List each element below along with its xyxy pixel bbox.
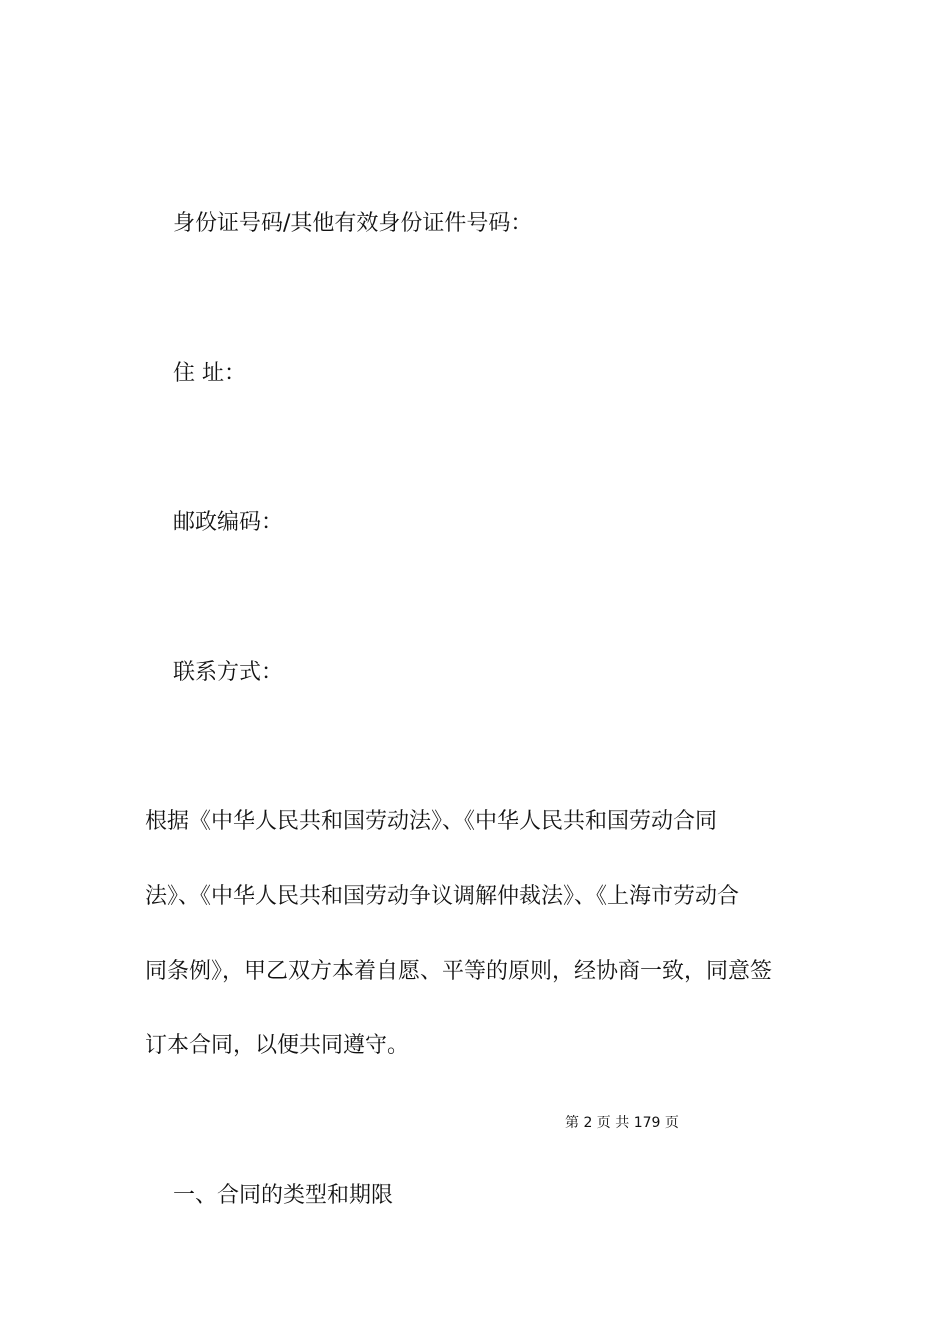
preamble-line-4: 订本合同，以便共同遵守。 (145, 1033, 410, 1058)
id-number-label: 身份证号码/其他有效身份证件号码： (173, 211, 533, 236)
postal-code-label: 邮政编码： (173, 510, 284, 535)
contact-label: 联系方式： (173, 660, 284, 685)
preamble-line-1: 根据《中华人民共和国劳动法》、《中华人民共和国劳动合同 (145, 809, 718, 834)
section-heading: 一、合同的类型和期限 (173, 1183, 394, 1208)
address-label: 住 址： (173, 361, 246, 386)
preamble-line-3: 同条例》，甲乙双方本着自愿、平等的原则，经协商一致，同意签 (145, 959, 773, 984)
preamble-line-2: 法》、《中华人民共和国劳动争议调解仲裁法》、《上海市劳动合 (145, 884, 740, 909)
page-number: 第 2 页 共 179 页 (565, 1115, 679, 1131)
